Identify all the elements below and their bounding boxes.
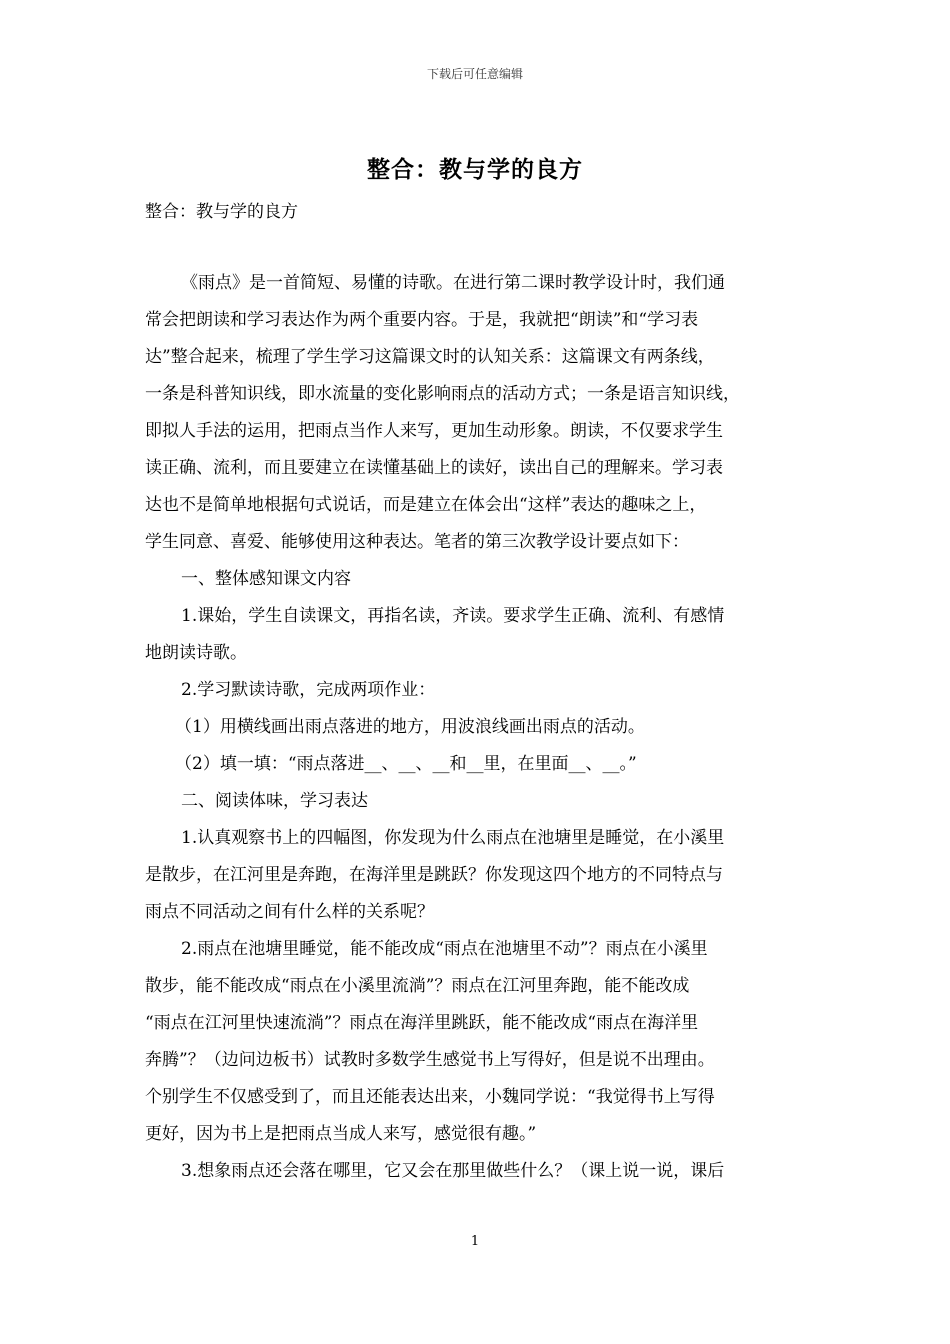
paragraph-line: （1）用横线画出雨点落进的地方，用波浪线画出雨点的活动。 [175, 717, 645, 737]
document-subtitle: 整合：教与学的良方 [145, 202, 298, 222]
paragraph-line: 地朗读诗歌。 [145, 643, 247, 663]
paragraph-line: 读正确、流利，而且要建立在读懂基础上的读好，读出自己的理解来。学习表 [145, 458, 723, 478]
section-heading: 一、整体感知课文内容 [181, 569, 351, 589]
paragraph-line: 达”整合起来，梳理了学生学习这篇课文时的认知关系：这篇课文有两条线， [145, 347, 715, 367]
paragraph-line: 是散步，在江河里是奔跑，在海洋里是跳跃？你发现这四个地方的不同特点与 [145, 865, 723, 885]
paragraph-line: 2.学习默读诗歌，完成两项作业： [181, 680, 436, 700]
paragraph-line: 奔腾”？（边问边板书）试教时多数学生感觉书上写得好，但是说不出理由。 [145, 1050, 715, 1070]
paragraph-line: 3.想象雨点还会落在哪里，它又会在那里做些什么？（课上说一说，课后 [181, 1161, 725, 1181]
paragraph-line: 个别学生不仅感受到了，而且还能表达出来，小魏同学说：“我觉得书上写得 [145, 1087, 715, 1107]
page-number: 1 [470, 1234, 480, 1249]
paragraph-line: 达也不是简单地根据句式说话，而是建立在体会出“这样”表达的趣味之上， [145, 495, 707, 515]
paragraph-line: 散步，能不能改成“雨点在小溪里流淌”？雨点在江河里奔跑，能不能改成 [145, 976, 690, 996]
paragraph-line: “雨点在江河里快速流淌”？雨点在海洋里跳跃，能不能改成“雨点在海洋里 [145, 1013, 699, 1033]
paragraph-line: 即拟人手法的运用，把雨点当作人来写，更加生动形象。朗读，不仅要求学生 [145, 421, 723, 441]
paragraph-line: 1.认真观察书上的四幅图，你发现为什么雨点在池塘里是睡觉，在小溪里 [181, 828, 725, 848]
paragraph-line: 常会把朗读和学习表达作为两个重要内容。于是，我就把“朗读”和“学习表 [145, 310, 699, 330]
document-title: 整合：教与学的良方 [367, 156, 583, 183]
paragraph-line: 2.雨点在池塘里睡觉，能不能改成“雨点在池塘里不动”？雨点在小溪里 [181, 939, 708, 959]
header-note: 下载后可任意编辑 [426, 67, 523, 81]
paragraph-line: 《雨点》是一首简短、易懂的诗歌。在进行第二课时教学设计时，我们通 [181, 273, 725, 293]
paragraph-line: 雨点不同活动之间有什么样的关系呢？ [145, 902, 434, 922]
section-heading: 二、阅读体味，学习表达 [181, 791, 368, 811]
paragraph-line: 一条是科普知识线，即水流量的变化影响雨点的活动方式；一条是语言知识线， [145, 384, 740, 404]
paragraph-line: 更好，因为书上是把雨点当成人来写，感觉很有趣。” [145, 1124, 537, 1144]
paragraph-line: （2）填一填：“雨点落进__、__、__和__里，在里面__、__。” [175, 754, 637, 774]
paragraph-line: 1.课始，学生自读课文，再指名读，齐读。要求学生正确、流利、有感情 [181, 606, 725, 626]
body-text [145, 265, 810, 1190]
paragraph-line: 学生同意、喜爱、能够使用这种表达。笔者的第三次教学设计要点如下： [145, 532, 689, 552]
